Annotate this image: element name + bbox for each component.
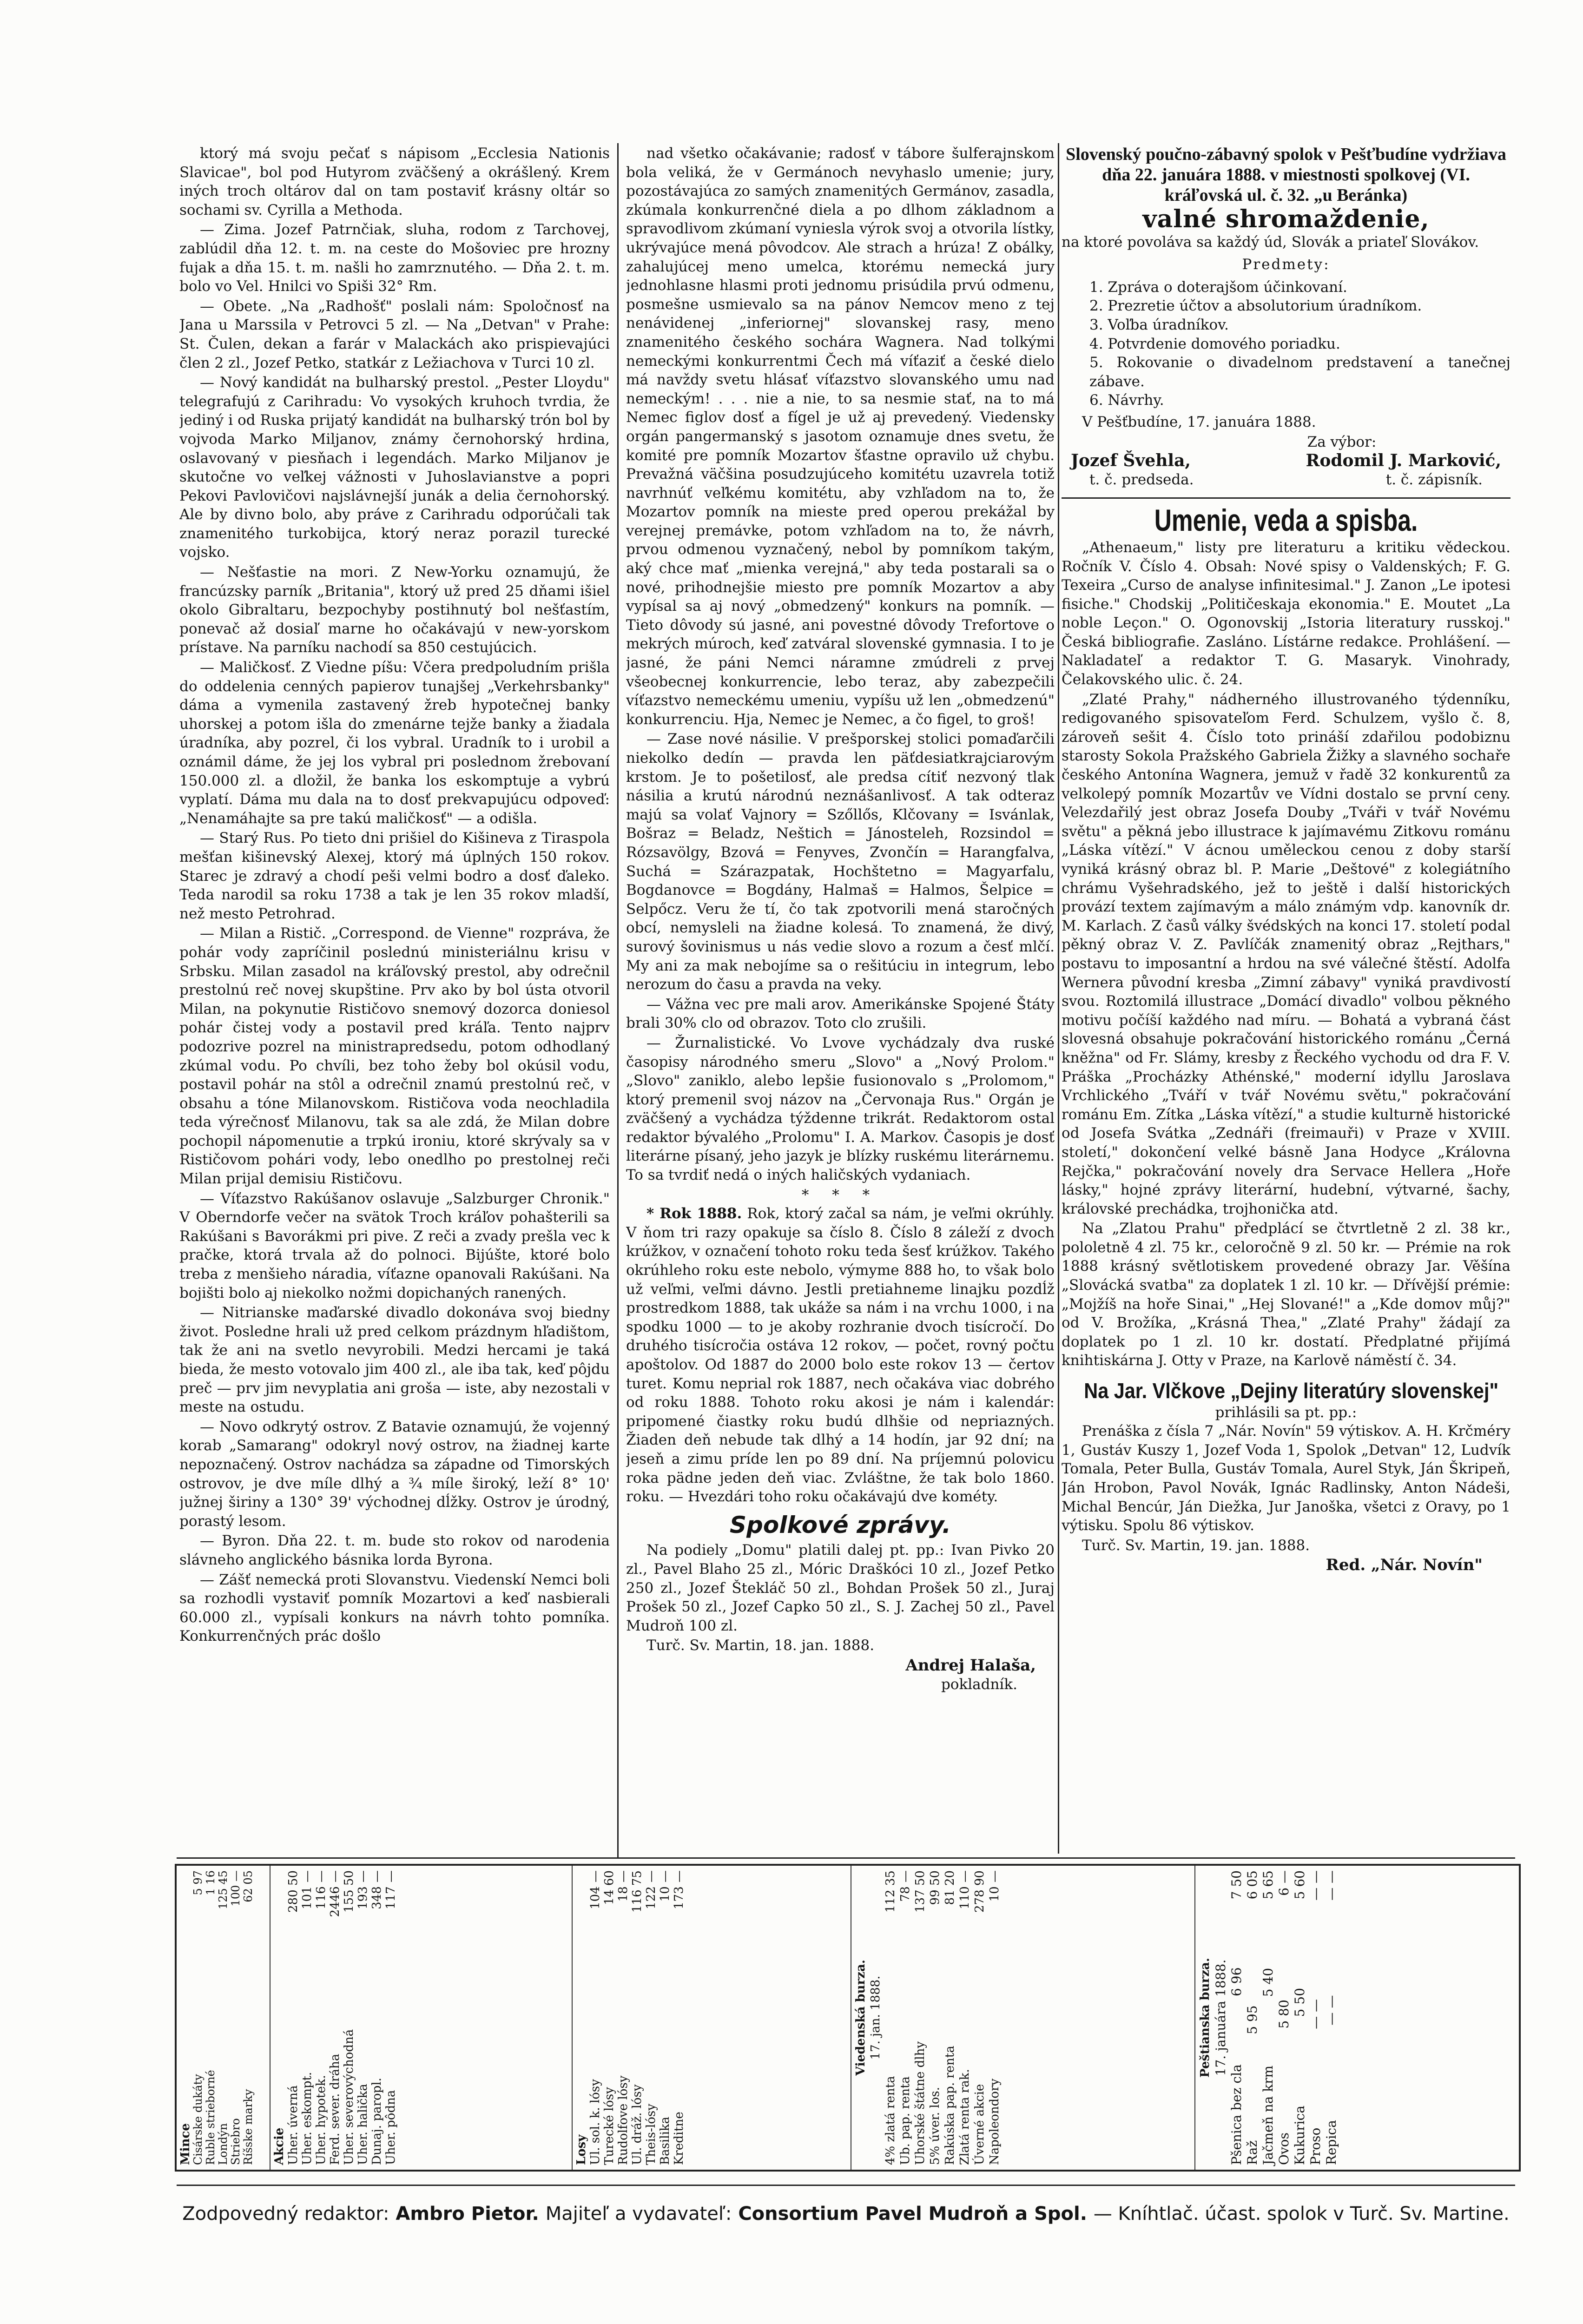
price-label: Raž — [1245, 2140, 1260, 2165]
price-label: Repica — [1324, 2120, 1339, 2165]
price-label: Uher. hypotek. — [314, 2075, 328, 2165]
vieden-title: Viedenská burza. — [854, 1960, 868, 2076]
price-row — [1308, 1870, 1324, 2165]
review-item: Na „Zlatou Prahu" předplácí se čtvrtletně 2 zl. 38 kr., pololetně 4 zl. 75 kr., celoročně 9 zl. 50 kr. — Prémie na rok 1888 krásný světlotiskem provedené obrazy Jar. Věšína „Slovácká svatba" za doplatek 1 zl. 10 kr. — Dřívější prémie: „Mojžíš na hoře Sinai," „Hej Slované!" a „Kde domov můj?" od V. Brožíka, „Krásná Thea," „Zlaté Prahy" žádají za doplatek po 1 zl. 10 kr. dostatí. Předplatné přijímá knihtiskárna J. Otty v Praze, na Karlově náměstí č. 34. — [1062, 1220, 1510, 1369]
news-item: — Víťazstvo Rakúšanov oslavuje „Salzburger Chronik." V Oberndorfe večer na svätok Troch kráľov pohašterili sa Rakúšani s Bavorákmi pri pive. Z reči a zvady prešla vec k pračke, ktorá trvala až do polnoci. Bijúšte, ktoré bolo treba z menšieho náradia, víťazne opanovali Rakúšani. Na bojišti bolo aj niekolko nožmi dopichaných ranených. — [179, 1190, 610, 1301]
price-label: Uher. halička — [356, 2084, 370, 2165]
price-label: Kreditne — [672, 2112, 686, 2165]
footer-publisher-label: Majiteľ a vydavateľ: — [545, 2203, 732, 2225]
lose-block — [572, 1866, 689, 2170]
price-row — [370, 1870, 384, 2165]
price-label: Striebro — [229, 2118, 242, 2165]
mince-rows — [192, 1870, 255, 2165]
price-value: 348 — — [370, 1870, 384, 1909]
agenda-item: 4. Potvrdenie domového poriadku. — [1089, 335, 1340, 352]
agenda-item: 3. Voľba úradníkov. — [1089, 316, 1229, 333]
price-row — [356, 1870, 370, 2165]
price-row — [192, 1870, 204, 2165]
rok-1888-article — [626, 1204, 1055, 1506]
column-2-news — [626, 144, 1055, 1185]
role-zapisnik: t. č. zápisník. — [1385, 471, 1483, 488]
price-value: 278 90 — [973, 1870, 987, 1913]
signature-row — [1062, 451, 1510, 470]
price-label: Ul. sol. k. lósy — [588, 2079, 602, 2165]
price-row — [928, 1870, 943, 2165]
price-row — [300, 1870, 314, 2165]
pest-date: 17. januára 1888. — [1213, 1959, 1228, 2076]
spolok-invite-text: na ktoré povoláva sa každý úd, Slovák a priateľ Slovákov. — [1062, 233, 1479, 251]
price-row — [1245, 1870, 1260, 2165]
column-1 — [179, 144, 610, 1859]
spolok-announcement-title: Slovenský poučno-zábavný spolok v Pešťbudíne vydržiava dňa 22. januára 1888. v miestnosti spolkovej (VI. kráľovská ul. č. 32. „u Beránka) — [1066, 145, 1506, 205]
price-label: Basilika — [658, 2116, 672, 2165]
price-label: Ferd. sever. dráha — [328, 2053, 342, 2165]
price-value: 280 50 — [286, 1870, 300, 1913]
price-label: Zlatá renta rak. — [958, 2069, 972, 2165]
price-row — [672, 1870, 686, 2165]
spolkove-zpravy-text: Na podiely „Domu" platili dalej pt. pp.: Ivan Pivko 20 zl., Pavel Blaho 25 zl., Móric Draškóci 10 zl., Jozef Petko 250 zl., Jozef Štekláč 50 zl., Bohdan Prošek 50 zl., Juraj Prošek 50 zl., Jozef Capko 50 zl., S. J. Zachej 50 zl., Pavel Mudroň 100 zl. — [626, 1542, 1055, 1634]
news-item: ktorý má svoju pečať s nápisom „Ecclesia Nationis Slavicae", bol pod Hutyrom zväčšený a okrášlený. Krem iných troch oltárov dal on tam postaviť krásny oltár so sochami sv. Cyrilla a Methoda. — [179, 145, 610, 218]
spolkove-signer-role: pokladník. — [941, 1676, 1017, 1693]
price-value: 117 — — [384, 1870, 398, 1909]
mince-block — [177, 1866, 257, 2170]
price-value: 6 05 — [1245, 1870, 1260, 1900]
price-row — [957, 1870, 972, 2165]
price-label: Ríšske marky — [242, 2089, 255, 2165]
price-row — [342, 1870, 356, 2165]
price-value: 78 — — [898, 1870, 912, 1902]
price-label: Rudolfove lósy — [616, 2075, 630, 2165]
section-divider — [1062, 497, 1510, 499]
pest-column — [1194, 1866, 1519, 2170]
vieden-block — [851, 1866, 1005, 2170]
vlcek-subscribers: Prenáška z čísla 7 „Nár. Novín" 59 výtiskov. A. H. Krčméry 1, Gustáv Kuszy 1, Jozef Voda 1, Spolok „Detvan" 12, Ludvík Tomala, Peter Bulla, Gustáv Tomala, Aurel Styk, Ján Škripeň, Ján Hrobon, Pavol Novák, Ignác Radlinsky, Anton Nádeši, Michal Bencúr, Ján Diežka, Jur Janoška, všetci z Oravy, po 1 výtisku. Spolu 86 výtiskov. — [1062, 1423, 1510, 1534]
price-value: — — — [1308, 1999, 1323, 2029]
price-value: 122 — — [644, 1870, 658, 1909]
price-value: 155 50 — [342, 1870, 356, 1913]
price-value: 18 — — [616, 1870, 630, 1902]
price-value: — — — [1324, 1870, 1339, 1901]
role-predseda: t. č. predseda. — [1089, 471, 1194, 488]
price-row — [588, 1870, 602, 2165]
akcie-column — [270, 1866, 573, 2170]
price-row — [314, 1870, 328, 2165]
news-item: — Zášť nemecká proti Slovanstvu. Viedenskí Nemci boli sa rozhodli vystaviť pomník Mozartovi a keď nasbierali 60.000 zl., vypísali konkurs na návrh tohto pomníka. Konkurrenčných prác došlo — [179, 1571, 610, 1645]
news-item: — Novo odkrytý ostrov. Z Batavie oznamujú, že vojenný korab „Samarang" odokryl nový ostrov, na žiadnej karte nepoznačený. Ostrov nachádza sa západne od Timorských ostrovov, je dve míle dlhý a ¾ míle široký, leží 8° 10' južnej širiny a 130° 39' východnej dĺžky. Ostrov je úrodný, porastý lesom. — [179, 1418, 610, 1530]
pest-block — [1194, 1866, 1342, 2170]
akcie-title: Akcie — [272, 2127, 286, 2165]
column-2 — [626, 144, 1055, 1855]
price-row — [286, 1870, 300, 2165]
agenda-item: 5. Rokovanie o divadelnom predstavení a tanečnej zábave. — [1089, 354, 1510, 390]
price-label: Dunaj. paropl. — [370, 2078, 384, 2165]
footer-printer: — Kníhtlač. účast. spolok v Turč. Sv. Martine. — [1093, 2203, 1510, 2225]
news-item: — Zima. Jozef Patrnčiak, sluha, rodom z Tarchovej, zablúdil dňa 12. t. m. na ceste do Mošoviec pre hrozny fujak a dňa 15. t. m. našli ho zamrznutého. — Dňa 2. t. m. bolo vo Vel. Hnilci vo Spiši 32° Rm. — [179, 221, 610, 295]
price-value: 10 — — [658, 1870, 672, 1902]
vlcek-heading: Na Jar. Vlčkove „Dejiny literatúry slovenskej" — [1084, 1379, 1499, 1403]
vieden-date: 17. jan. 1888. — [869, 1975, 883, 2060]
predmety-heading: Predmety: — [1242, 256, 1330, 273]
signature-roles — [1062, 470, 1510, 489]
price-value: 104 — — [588, 1870, 602, 1909]
price-value: 5 95 — [1245, 2005, 1260, 2034]
signature-zapisnik: Rodomil J. Marković, — [1306, 451, 1501, 471]
price-value: 1 16 — [204, 1870, 217, 1895]
vlcek-subheading: prihlásili sa pt. pp.: — [1215, 1404, 1357, 1421]
agenda-item: 1. Zpráva o doterajšom účinkovaní. — [1089, 278, 1347, 296]
price-label: Uher. eskompt. — [300, 2072, 314, 2165]
price-value: 112 35 — [884, 1870, 897, 1913]
akcie-rows — [286, 1870, 398, 2165]
vieden-rows — [883, 1870, 1002, 2165]
price-value: 193 — — [356, 1870, 370, 1909]
valne-shromazdenie-heading: valné shromaždenie, — [1142, 205, 1430, 233]
price-value: 173 — — [672, 1870, 686, 1909]
akcie-block — [270, 1866, 401, 2170]
review-item: „Zlaté Prahy," nádherného illustrovaného týdenníku, redigovaného spisovateľom Ferd. Schulzem, vyšlo č. 8, zároveň sešit 4. Číslo toto prináší zdařilou podobiznu starosty Sokola Pražského Gabriela Žižky a slavného sochaře českého Antonína Wagnera, jemuž v řadě 32 konkurentů za velkolepý pomník Mozartův ve Vídni dostalo se první ceny. Velezdařilý jest obraz Josefa Douby „Tváři v tvář Novému světu" a pěkná jebo illustrace k jajímavému Zitkovu románu „Láska vítězí." V ácnou uměleckou cenou z doby starší vyniká krásný obraz bl. P. Marie „Deštové" z kolegiátního chrámu Vyšehradského, jež to ještě i další historických provází textem zajímavým a málo známým vdp. kanovník dr. M. Karlach. Z časů války švédských na konci 17. století podal pěkný obraz V. Z. Pavlíčák znamenitý obraz „Rejthars," postavu to imposantní a hrdou na své válečné štěstí. Adolfa Wernera původní kresba „Zimní zábavy" vyniká pravdivostí svou. Roztomilá illustrace „Domácí divadlo" volbou pěkného motivu počíší každého nad míru. — Bohatá a vybraná část slovesná obsahuje pokračování historického románu „Černá kněžna" od Fr. Slámy, kresby z Řeckého vychodu od dra F. V. Práška „Procházky Athénské," moderní idyllu Jaroslava Vrchlického „Tváří v tvář Novému světu," pokračování románu Em. Zítka „Láska vítězí," a studie kulturně historické od Josefa Svátka „Zednáři (freimauři) v Praze v XVIII. století," dokončení velké básně Jana Hodyce „Královna Rejčka," pokračování novely dra Servace Hellera „Hoře lásky," hojné zprávy literární, hudební, výtvarné, šachy, královské prechádka, trojhonička atd. — [1062, 691, 1510, 1217]
lose-rows — [588, 1870, 686, 2165]
vlcek-signature: Red. „Nár. Novín" — [1326, 1556, 1483, 1575]
spolkove-zpravy-heading: Spolkové zprávy. — [730, 1511, 951, 1538]
price-label: Uhorské štátne dlhy — [913, 2041, 927, 2165]
price-value: 10 — — [988, 1870, 1002, 1902]
price-row — [913, 1870, 928, 2165]
price-row — [602, 1870, 616, 2165]
table-top-rule — [177, 1857, 1515, 1859]
umenie-heading: Umenie, veda a spisba. — [1154, 503, 1418, 538]
price-label: Jačmeň na krm — [1260, 2065, 1276, 2165]
price-row — [230, 1870, 242, 2165]
price-row — [1324, 1870, 1339, 2165]
footer-editor-label: Zodpovedný redaktor: — [182, 2203, 389, 2225]
news-item: — Zase nové násilie. V prešporskej stolici pomaďarčili niekolko dedín — pravda len päťdesiatkrajciarovým krstom. Je to pošetilosť, ale predsa cítiť nezvoný tlak násilia a krutú národnú neznášanlivosť. A tak odteraz majú sa volať Vajnory = Szőllős, Klčovany = Isvánlak, Bošraz = Beladz, Neštich = Jánosteleh, Rozsindol = Rózsavölgy, Bzová = Fenyves, Zvončín = Harangfalva, Suchá = Szárazpatak, Hochštetno = Magyarfalu, Bogdanovce = Bogdány, Halmaš = Halmos, Šelpice = Selpőcz. Veru že tí, čo tak zpotvorili mená staročných obcí, nemysleli na žiadne kolesá. To znamená, že divý, surový šovinismus u nás vedie slovo a rozum a česť mlčí. My ani za mak nebojíme sa o rešitúciu in integrum, lebo nerozum do času a pravda na veky. — [626, 731, 1055, 993]
price-label: Pšenica bez cla — [1229, 2064, 1244, 2165]
price-row — [972, 1870, 987, 2165]
agenda-item: 2. Prezretie účtov a absolutorium úradníkom. — [1089, 297, 1422, 315]
price-row — [1276, 1870, 1292, 2165]
price-label: 5% úver. los. — [928, 2086, 942, 2165]
news-item: — Byron. Dňa 22. t. m. bude sto rokov od narodenia slávneho anglického básnika lorda Byrona. — [179, 1532, 610, 1568]
news-item: — Žurnalistické. Vo Lvove vychádzaly dva ruské časopisy národného smeru „Slovo" a „Nový Prolom." „Slovo" zaniklo, alebo lepšie fusionovalo s „Prolomom," ktorý premenil svoj názov na „Červonaja Rus." Orgán je zväčšený a vychádza týždenne trikrát. Redaktorom ostal redaktor bývalého „Prolomu" I. A. Markov. Časopis je dosť literárne písaný, jeho jazyk je blízky ruskému literárnemu. To sa tvrdiť nedá o iných haličských vydaniach. — [626, 1034, 1055, 1184]
price-label: Ul. dráž. lósy — [630, 2084, 644, 2165]
spolok-date: V Pešťbudíne, 17. januára 1888. — [1082, 413, 1316, 430]
price-value: 125 45 — [217, 1870, 230, 1909]
news-item: — Obete. „Na „Radhošť" poslali nám: Spoločnosť na Jana u Marssila v Petrovci 5 zl. — Na „Detvan" v Prahe: St. Čulen, dekan a farár v Malackách ako prispievajúci člen 2 zl., Jozef Petko, statkár z Ležiachova v Turci 10 zl. — [179, 297, 610, 371]
price-value: 5 65 — [1260, 1870, 1276, 1900]
price-row — [242, 1870, 255, 2165]
mince-column — [177, 1866, 270, 2170]
news-item: nad všetko očakávanie; radosť v tábore šulferajnskom bola veliká, že v Germánoch nevyhaslo umenie; jury, pozostávajúca zo samých znamenitých Germánov, zasadla, zkúmala konkurrenčné diela a po dlhom základnom a spravodlivom zkúmaní vyniesla výrok svoj a otvorila lístky, ukrývajúce mená pôvodcov. Ale strach a hrúza! Z obálky, zahalujúcej meno umelca, ktorému nemecká jury jednohlasne hlasmi proti jednomu prisúdila prvú odmenu, posmešne usmievalo sa na pánov Nemcov meno z tej nenávidenej „inferiornej" slovanskej rasy, meno znamenitého českého sochára Wagnera. Nad tolkými nemeckými konkurrentmi Čech má víťaziť a české dielo má navždy svetu hlásať víťazstvo slovanského umu nad nemeckým! . . . nie a nie, to sa nesmie stať, na to má Nemec figlov dosť a fígel je už aj prevedený. Viedensky orgán pangermanský s jasotom oznamuje dnes svetu, že komité pre pomník Mozartov šťastne opravilo už chybu. Prevažná väčšina posudzujúceho komitétu uzavrela totiž navrhnúť veľkému komitétu, aby vzhľadom na to, že Mozartov pomník na mieste pred operou prekážal by verejnej premávke, potom vzhľadom na to, že návrh, prvou odmenou vyznačený, nebol by pomníkom takým, aký chce mať „mienka verejná," aby teda postarali sa o nové, prihodnejšie miesto pre pomník Mozartov a aby vypísal sa aj nový „obmedzený" konkurs na pomník. — Tieto dôvody sú jasné, ani povestné dôvody Trefortove o mekrých múroch, keď zatváral slovenské gymnasia. I to je jasné, že páni Nemci náramne zmúdreli z prvej všeobecnej konkurrencie, lebo teraz, aby zabezpečili víťazstvo nemeckému umeniu, vypíšu už len „obmedzenú" konkurrenciu. Hja, Nemec je Nemec, a čo figel, to groš! — [626, 145, 1055, 728]
footer-editor: Ambro Pietor. — [396, 2203, 539, 2225]
price-label: Ovos — [1276, 2133, 1292, 2165]
price-value: 116 75 — [630, 1870, 644, 1913]
price-value: 110 — — [958, 1870, 972, 1909]
price-value: 5 40 — [1260, 1967, 1276, 1997]
price-label: Cisárske dukáty — [191, 2074, 204, 2165]
price-label: Kukurica — [1292, 2105, 1307, 2165]
section-separator: * * * — [801, 1186, 879, 1203]
imprint-footer — [177, 2203, 1515, 2225]
review-item: „Athenaeum," listy pre literaturu a kritiku vědeckou. Ročník V. Číslo 4. Obsah: Nové spisy o Valdenských; F. G. Texeira „Curso de analyse infinitesimal." J. Zanon „Le ipotesi fisiche." Chodskij „Političeskaja ekonomia." E. Moutet „La noble Leçon." O. Ogonovskij „Istoria literatury russkoj." Česká bibliografie. Zasláno. Lístárne redakce. Prohlášení. — Nakladateľ a redaktor T. G. Masaryk. Vinohrady, Čelakovského ulic. č. 24. — [1062, 539, 1510, 688]
spolkove-signer: Andrej Halaša, — [905, 1656, 1036, 1675]
price-value: 62 05 — [242, 1870, 255, 1902]
vieden-column — [851, 1866, 1195, 2170]
signature-predseda: Jozef Švehla, — [1071, 451, 1191, 471]
lose-column — [572, 1866, 851, 2170]
price-label: Napoleondory — [988, 2078, 1002, 2165]
price-label: Úverné akcie — [973, 2084, 987, 2165]
price-value: 5 97 — [191, 1870, 204, 1895]
bourse-table — [175, 1864, 1521, 2172]
news-item: — Vážna vec pre mali arov. Amerikánske Spojené Štáty brali 30% clo od obrazov. Toto clo zrušili. — [626, 996, 1055, 1032]
price-value: 5 80 — [1276, 2000, 1292, 2029]
price-row — [616, 1870, 630, 2165]
agenda-list — [1062, 278, 1510, 410]
price-value: 81 20 — [943, 1870, 957, 1905]
price-value: — — — [1324, 1995, 1339, 2026]
price-label: Ruble strieborné — [204, 2070, 217, 2165]
price-label: Ub. pap. renta — [898, 2076, 912, 2165]
rok-1888-text: Rok, ktorý začal sa nám, je veľmi okrúhly. V ňom tri razy opakuje sa číslo 8. Číslo 8 záleží z dvoch krúžkov, v označení tohoto roku teda šesť krúžkov. Takého okrúhleho roku este nebolo, výmyme 888 ho, to však bolo už veľmi, veľmi dávno. Jestli pretiahneme linajku pozdĺž prostredkom 1888, tak ukáže sa nám i na vrchu 1000, i na spodku 1000 — to je akoby rozhranie dvoch tisícročí. Do druhého tisícročia ostáva 12 rokov, — počet, rovný počtu apoštolov. Od 1887 do 2000 bolo este rokov 13 — čertov turet. Komu neprial rok 1887, nech očakáva viac dobrého od roku 1888. Tohoto roku akosi je nám i kalendár: pripomené čiastky roku budú dlhšie od nepriazných. Žiaden deň nebude tak dlhý a 14 hodín, jar 92 dní; na jeseň a zimu príde len po 89 dní. Na príjemnú polovicu roka pädne jeden deň viac. Zvláštne, že tak bolo 1860. roku. — Hvezdári toho roku očakávajú dve kométy. — [626, 1205, 1055, 1505]
price-row — [898, 1870, 913, 2165]
price-label: Theis-lósy — [644, 2104, 658, 2165]
lose-title: Losy — [574, 2134, 588, 2165]
price-value: 14 60 — [602, 1870, 616, 1905]
price-label: Londýn — [217, 2123, 230, 2165]
column-rule-2 — [1058, 143, 1059, 1854]
price-row — [1260, 1870, 1276, 2165]
footer-publisher: Consortium Pavel Mudroň a Spol. — [738, 2203, 1087, 2225]
rok-1888-title: * Rok 1888. — [646, 1205, 742, 1222]
price-row — [658, 1870, 672, 2165]
umenie-articles — [1062, 538, 1510, 1370]
news-item: — Nitrianske maďarské divadlo dokonáva svoj biedny život. Posledne hrali už pred celkom prázdnym hľadištom, tak že ani na svetlo nevyrobili. Medzi hercami je taká bieda, že mesto votovalo jim 400 zl., ale iba tak, keď pôjdu preč — prv jim nevyplatia ani groša — iste, aby nezostali v meste na ostudu. — [179, 1304, 610, 1416]
price-row — [217, 1870, 230, 2165]
news-item: — Nový kandidát na bulharský prestol. „Pester Lloydu" telegrafujú z Carihradu: Vo vysokých kruhoch tvrdia, že jediný i od Ruska prijatý kandidát na bulharský trón bol by vojvoda Marko Miljanov, známy černohorský hrdina, oslavovaný v piesňach i legendách. Marko Miljanov je skutočne vo veľkej vážnosti v Juhoslavianstve a popri Pekovi Pavlovičovi najslávnejší junák a delia černohorský. Ale by divno bolo, aby práve z Carihradu odporúčali tak znamenitého turkobijca, ktorý neraz porazil turecké vojsko. — [179, 374, 610, 561]
news-item: — Maličkosť. Z Viedne píšu: Včera predpoludním prišla do oddelenia cenných papierov tunajšej „Verkehrsbanky" dáma a vymenila zastavený žreb hypotečnej banky uhorskej a potom išla do zmenárne tejže banky a žiadala úradníka, aby pozrel, či los vybral. Uradník to i urobil a oznámil dáme, že jej los vybral pri poslednom žrebovaní 150.000 zl. a dložil, že banka los eskomptuje a vybrú vyplatí. Dáma mu dala na to dosť prekvapujúcu odpoveď: „Nenamáhajte sa pre takú maličkosť" — a odišla. — [179, 659, 610, 827]
price-value: 100 — — [229, 1870, 242, 1907]
column-rule-1 — [617, 143, 619, 1858]
price-row — [630, 1870, 644, 2165]
price-value: 6 96 — [1229, 1967, 1244, 1996]
price-row — [987, 1870, 1002, 2165]
za-vybor-label: Za výbor: — [1307, 433, 1377, 450]
price-label: Uher. pôdna — [384, 2090, 398, 2165]
pest-title: Peštianska burza. — [1198, 1958, 1212, 2078]
footer-rule — [177, 2185, 1515, 2186]
pest-rows — [1229, 1870, 1339, 2165]
news-item: — Starý Rus. Po tieto dni prišiel do Kišineva z Tiraspola mešťan kišinevský Alexej, ktorý má úplných 150 rokov. Starec je zdravý a chodí peši velmi bodro a dosť ďaleko. Teda narodil sa roku 1738 a tak je len 35 rokov mladší, než mesto Petrohrad. — [179, 830, 610, 922]
price-value: 137 50 — [913, 1870, 927, 1913]
price-label: 4% zlatá renta — [884, 2076, 897, 2165]
price-row — [1292, 1870, 1308, 2165]
spolkove-place-date: Turč. Sv. Martin, 18. jan. 1888. — [646, 1637, 875, 1654]
column-3 — [1062, 144, 1510, 1855]
price-value: 116 — — [314, 1870, 328, 1909]
price-value: 99 50 — [928, 1870, 942, 1905]
price-label: Proso — [1308, 2127, 1323, 2165]
price-row — [328, 1870, 342, 2165]
mince-title: Mince — [178, 2123, 192, 2165]
price-row — [883, 1870, 898, 2165]
news-item: — Milan a Ristič. „Correspond. de Vienne" rozpráva, že pohár vody zapríčinil poslednú ministeriálnu krisu v Srbsku. Milan zasadol na kráľovský prestol, aby odrečnil prestolnú reč novej skupštine. Prv ako by bol ústa otvoril Milan, na pokynutie Rističovo snemový dozorca doniesol pohár čistej vody a postavil pred kráľa. Tento najprv podozrive pozrel na ministrapredsedu, potom odhodlaný zkúmal vodu. Po chvíli, bez toho žeby bol okúsil vodu, postavil pohár na stôl a odrečnil znamú prestolnú reč, v obsahu a tóne Milanovskom. Rističova voda neochladila teda výrečnosť Milanovu, tak sa ale zdá, že Milan dobre pochopil nápomenutie a trpkú ironiu, ktoré skrývaly sa v Rističovom pohári vody, lebo onedlho po prestolnej reči Milan prijal demisiu Rističovu. — [179, 925, 610, 1188]
price-row — [384, 1870, 398, 2165]
price-row — [204, 1870, 217, 2165]
price-row — [1229, 1870, 1245, 2165]
price-row — [644, 1870, 658, 2165]
price-label: Rakúska pap. renta — [943, 2046, 957, 2165]
price-label: Turecké lósy — [602, 2087, 616, 2165]
price-value: — — — [1308, 1870, 1323, 1901]
price-row — [943, 1870, 957, 2165]
price-value: 5 60 — [1292, 1870, 1307, 1900]
price-value: 2446 — — [328, 1870, 342, 1917]
vlcek-date: Turč. Sv. Martin, 19. jan. 1888. — [1082, 1537, 1310, 1554]
price-value: 5 50 — [1292, 1987, 1307, 2017]
price-value: 7 50 — [1229, 1870, 1244, 1900]
price-value: 6 — — [1276, 1870, 1292, 1896]
price-label: Uher. severovýchodná — [342, 2029, 356, 2165]
price-value: 101 — — [300, 1870, 314, 1909]
agenda-item: 6. Návrhy. — [1089, 392, 1164, 409]
price-label: Uher. úverná — [286, 2085, 300, 2165]
news-item: — Nešťastie na mori. Z New-Yorku oznamujú, že francúzsky parník „Britania", ktorý už pred 25 dňami išiel okolo Gibraltaru, bezpochyby postihnutý bol nešťastím, ponevač až dosiaľ marne ho očakávajú v new-yorskom prístave. Na parníku nachodí sa 850 cestujúcich. — [179, 564, 610, 656]
